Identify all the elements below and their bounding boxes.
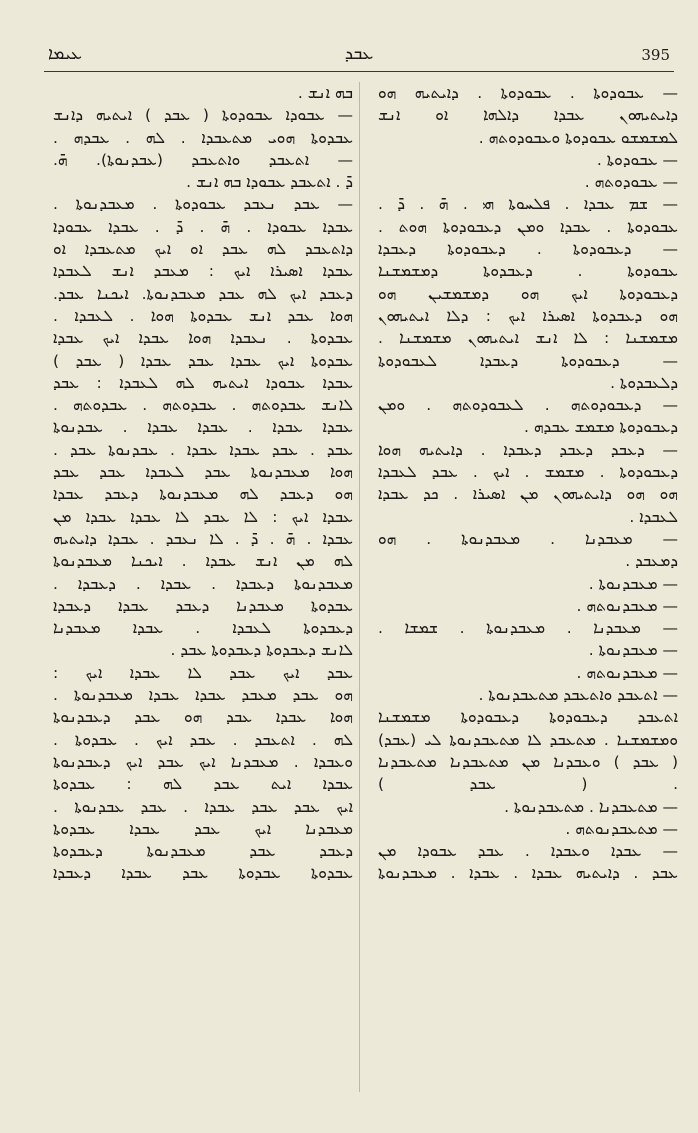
text-line: ܥܒܕܘܬܐ ܐܝܟ ܥܒܕܐ ܥܒܕ ܥܒܕܐ ( ܥܒܕ ): [53, 351, 353, 370]
text-line: ܕ̄ . ܐܬܥܒܕ ܥܒܘܕܐ ܒܗ ܐܢܫ .: [186, 173, 353, 192]
header-rule: [44, 71, 674, 72]
text-line: ܕܥܒܘܕܘܬܐ ܐܝܟ ܗܘ ܕܡܫܡܫܝܢ ܗܘ: [378, 284, 678, 303]
text-line: ܠܐܢܫ ܥܒܕܘܬܗ . ܥܒܕܘܬܗ . ܥܒܕܘܬܗ .: [53, 396, 353, 415]
column-divider: [359, 82, 360, 1092]
text-line: ܕܥܒܕ ܐܝܟ ܠܗ ܥܒܕ ܡܥܒܕܢܘܬܐ. ܐܝܟܢܐ ܥܒܕ.: [53, 284, 353, 303]
text-line: ܥܒܕܐ ܥܒܘܕܐ . ܗ̄ . ܕ̄ . ܥܒܕܐ ܥܒܘܕܐ: [53, 217, 353, 236]
text-line: — ܡܥܒܕܢܐ . ܡܥܒܕܢܘܬܐ . ܫܡܫܐ .: [378, 619, 678, 638]
text-line: ܗܘ ܕܥܒܕ ܠܗ ܡܥܒܕܢܘܬܐ ܕܥܒܕ ܥܒܕܐ: [53, 485, 353, 504]
text-line: — ܡܥܒܕܢܘܬܐ .: [588, 574, 678, 593]
text-line: — ܥܒܕܐ ܘܥܒܕܐ . ܥܒܕ ܥܒܘܕܐ ܡܢ: [378, 842, 678, 861]
text-line: ܘܥܒܕܐ . ܡܥܒܕܢܐ ܐܝܟ ܥܒܕ ܐܝܟ ܕܥܒܕܢܘܬܐ: [53, 752, 353, 771]
text-line: ܥܒܕ . ܕܐܝܬܝܗ ܥܒܕܐ . ܥܒܕܐ . ܡܥܒܕܢܘܬܐ: [378, 864, 678, 883]
text-line: ܕܐܝܬܝܗܘܢ ܥܒܕܐ ܕܐܠܗܐ ܐܘ ܐܢܫ: [378, 106, 678, 125]
left-text-column: [53, 82, 353, 885]
text-line: — ܡܬܥܒܕܢܐ . ܡܬܥܒܕܢܘܬܐ .: [504, 797, 678, 816]
text-line: — ܕܥܒܘܕܘܬܐ ܕܥܒܕܐ ܠܥܒܘܕܘܬܐ: [378, 351, 678, 370]
text-line: — ܡܬܥܒܕܢܘܬܗ .: [565, 819, 678, 838]
text-line: ܠܐܢܫ ܕܥܒܕܘܬܐ ܕܥܒܕܘܬܐ ܥܒܕ .: [170, 641, 353, 660]
text-line: ܒܗ ܐܢܫ .: [297, 84, 353, 102]
text-line: — ܥܒܘܕܐ ܥܒܘܕܘܬܐ ( ܥܒܕ ) ܐܝܬܝܗ ܕܐܢܫ: [53, 106, 353, 125]
text-line: — ܥܒܘܕܘܬܗ .: [584, 173, 678, 192]
text-line: ܐܝܟ ܥܒܕ ܥܒܕ ܥܒܕܐ . ܥܒܕ ܥܒܕܢܘܬܐ .: [53, 797, 353, 816]
text-line: ܥܒܕܐ . ܗ̄ . ܕ̄ . ܠܐ ܢܥܒܕ . ܥܒܕܐ ܕܐܝܬܝܗ: [53, 529, 353, 548]
text-line: ܡܥܒܕܢܐ ܐܝܟ ܥܒܕ ܥܒܕܐ ܥܒܕܘܬܐ: [53, 819, 353, 838]
text-line: ܥܒܕ . ܥܒܕ ܥܒܕܐ ܥܒܕܐ . ܥܒܕܢܘܬܐ ܥܒܕ .: [53, 440, 353, 459]
text-line: — ܕܥܒܘܕܘܬܗ . ܠܥܒܘܕܘܬܗ . ܘܡܢ: [378, 396, 678, 415]
text-line: ܕܥܒܘܕܘܬܐ . ܡܫܡܫ . ܐܝܟ . ܥܒܕ ܠܥܒܕܐ: [378, 463, 678, 482]
text-line: . ( ܥܒܕ ): [378, 775, 678, 794]
text-line: ܠܥܒܕܐ .: [629, 507, 678, 526]
text-line: ܕܥܒܘܕܘܬܐ ܡܫܡܫ ܥܒܕܗ .: [524, 418, 678, 437]
text-line: ܥܒܕܐ ܐܝܟ : ܠܐ ܥܒܕ ܠܐ ܥܒܕܐ ܥܒܕܐ ܡܢ: [53, 507, 353, 526]
text-line: ( ܥܒܕ ) ܘܥܒܕܢܐ ܡܢ ܡܬܥܒܕܢܐ ܡܬܥܒܕܢܐ: [378, 752, 678, 771]
text-line: ܥܒܕܘܬܐ . ܢܥܒܕܐ ܗܘܐ ܥܒܕܐ ܐܝܟ ܥܒܕܐ: [53, 329, 353, 348]
page-number: 395: [641, 46, 670, 64]
text-line: — ܡܥܒܕܢܐ . ܡܥܒܕܢܘܬܐ . ܗܘ: [378, 529, 678, 548]
text-line: ܕܐܬܥܒܕ ܠܗ ܥܒܕ ܐܘ ܐܝܟ ܡܬܥܒܕܐ ܐܘ: [53, 240, 353, 259]
text-line: ܥܒܕܘܬܐ ܥܒܕܘܬܐ ܥܒܕ ܥܒܕܐ ܕܥܒܕܐ: [53, 864, 353, 883]
text-line: ܠܗ . ܐܬܥܒܕ . ܥܒܕ ܐܝܟ . ܥܒܕܘܬܐ .: [53, 730, 353, 749]
text-line: — ܫܡ ܥܒܕܐ . ܦܠܚܘܬܐ ܗܝ . ܗ̄ . ܕ̄ .: [378, 195, 678, 214]
text-line: ܗܘܐ ܥܒܕܐ ܥܒܕ ܗܘ ܥܒܕ ܕܥܒܕܢܘܬܐ: [53, 708, 353, 727]
text-line: ܗܘ ܗܘ ܕܐܝܬܝܗܘܢ ܡܢ ܐܣܝܪܐ . ܟܕ ܥܒܕܐ: [378, 485, 678, 504]
text-line: ܥܒܕܘܬܐ ܗܘܝ ܡܬܥܒܕܐ . ܠܗ . ܥܒܕܗ .: [53, 128, 353, 147]
text-line: ܗܘ ܕܥܒܕܘܬܐ ܐܣܝܪܐ ܐܝܟ : ܕܠܐ ܐܝܬܝܗܘܢ: [378, 306, 678, 325]
text-line: ܥܒܘܕܘܬܐ . ܥܒܕܐ ܘܡܢ ܕܥܒܘܕܘܬܐ ܗܘܬ .: [378, 217, 678, 236]
text-line: ܕܠܥܒܕܘܬܐ .: [610, 373, 678, 392]
text-line: ܗܘܐ ܥܒܕ ܐܢܫ ܥܒܕܘܬܐ ܗܘܐ . ܠܥܒܕܐ .: [53, 306, 353, 325]
page-header: [44, 40, 674, 70]
running-head-left: ܥܝܡܐ: [48, 44, 82, 64]
text-line: ܗܘ ܥܒܕ ܡܥܒܕ ܥܒܕܐ ܥܒܕܐ ܡܥܒܕܢܘܬܐ .: [53, 686, 353, 705]
text-line: ܥܒܕܐ ܐܝܬ ܥܒܕ ܠܗ : ܥܒܕܘܬܐ: [53, 775, 353, 794]
text-line: — ܡܥܒܕܢܘܬܐ .: [588, 641, 678, 660]
text-line: ܗܘܐ ܡܥܒܕܢܘܬܐ ܥܒܕ ܠܥܒܕܐ ܥܒܕ ܥܒܕ: [53, 463, 353, 482]
text-line: ܕܡܥܒܕ .: [625, 552, 678, 571]
text-line: ܡܫܡܫܢܐ : ܠܐ ܐܢܫ ܐܝܬܝܗܘܢ ܡܫܡܫܢܐ .: [378, 329, 678, 348]
text-line: — ܐܬܥܒܕ ܘܐܬܥܒܕ (ܥܒܕܢܘܬܐ). ܗ̄.: [53, 150, 353, 169]
running-head-center: ܥܒܕ: [344, 44, 374, 64]
text-line: — ܡܥܒܕܢܘܬܗ .: [576, 663, 678, 682]
text-line: ܥܒܕܐ ܥܒܕܐ . ܥܒܕܐ ܥܒܕܐ . ܥܒܕܢܘܬܐ: [53, 418, 353, 437]
text-line: ܥܒܘܕܘܬܐ . ܕܥܒܕܘܬܐ ܕܡܫܡܫܢܐ: [378, 262, 678, 281]
text-line: — ܕܥܒܕ ܕܥܒܕ ܕܥܒܕܐ . ܕܐܝܬܝܗ ܗܘܐ: [378, 440, 678, 459]
text-line: — ܥܒܘܕܘܬܐ .: [596, 150, 678, 169]
right-text-column: [378, 82, 678, 885]
text-line: ܘܡܫܡܫܢܐ . ܡܬܥܒܕ ܠܐ ܡܬܥܒܕܢܘܬܐ ܠܝ (ܥܒܕ): [378, 730, 678, 749]
text-line: ܠܗ ܡܢ ܐܢܫ ܥܒܕܐ . ܐܝܟܢܐ ܡܥܒܕܢܘܬܐ: [53, 552, 353, 571]
text-line: ܥܒܕ ܐܝܟ ܥܒܕ ܠܐ ܥܒܕܐ ܐܝܟ :: [53, 663, 353, 682]
text-line: ܡܥܒܕܢܘܬܐ ܕܥܒܕܐ . ܥܒܕܐ . ܕܥܒܕܐ .: [53, 574, 353, 593]
text-line: ܥܒܕܐ ܥܒܘܕܐ ܐܝܬܝܗ ܠܗ ܠܥܒܕܐ : ܥܒܕ: [53, 373, 353, 392]
text-line: — ܥܒܕ ܢܥܒܕ ܥܒܘܕܘܬܐ . ܡܥܒܕܢܘܬܐ .: [53, 195, 353, 214]
text-line: ܕܥܒܕܘܬܐ ܠܥܒܕܐ . ܥܒܕܐ ܡܥܒܕܢܐ: [53, 619, 353, 638]
text-line: — ܐܬܥܒܕ ܘܐܬܥܒܕ ܡܬܥܒܕܢܘܬܐ .: [478, 686, 678, 705]
text-line: ܐܬܥܒܕ ܕܥܒܘܕܘܬܐ ܕܥܒܘܕܘܬܐ ܡܫܡܫܢܐ: [378, 708, 678, 727]
text-line: ܥܒܕܐ ܐܣܝܪܐ ܐܝܟ : ܡܥܒܕ ܐܢܫ ܠܥܒܕܐ: [53, 262, 353, 281]
text-line: — ܡܥܒܕܢܘܬܗ .: [576, 596, 678, 615]
text-line: — ܥܒܘܕܘܬܐ . ܥܒܘܕܘܬܐ . ܕܐܝܬܝܗ ܗܘ: [378, 84, 678, 102]
text-line: ܠܡܫܡܫܘ ܥܒܘܕܘܬܐ ܘܥܒܘܕܘܬܗ .: [478, 128, 678, 147]
text-line: — ܕܥܒܘܕܘܬܐ . ܕܥܒܘܕܘܬܐ ܕܥܒܕܐ: [378, 240, 678, 259]
text-line: ܕܥܒܕ ܥܒܕ ܡܥܒܕܢܘܬܐ ܕܥܒܕܘܬܐ: [53, 842, 353, 861]
text-line: ܥܒܕܘܬܐ ܡܥܒܕܢܐ ܕܥܒܕ ܥܒܕܐ ܕܥܒܕܐ: [53, 596, 353, 615]
